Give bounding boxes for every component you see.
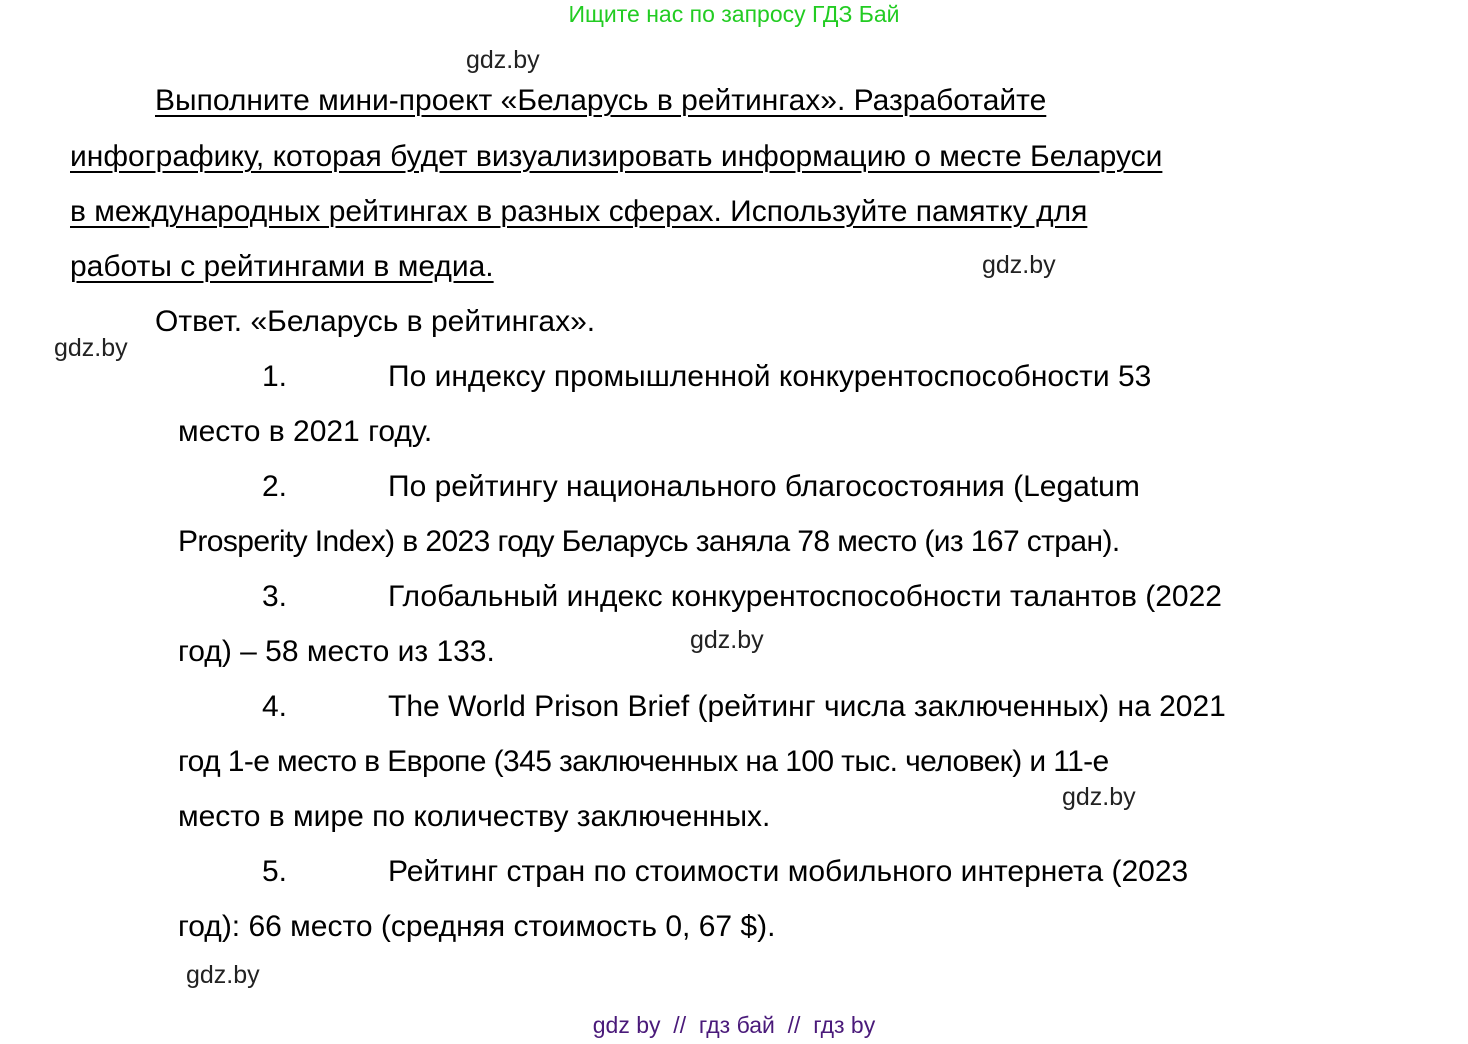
item-number: 3. bbox=[262, 580, 288, 613]
watermark: gdz.by bbox=[1062, 783, 1136, 811]
item-line: The World Prison Brief (рейтинг числа заключенных) на 2021 bbox=[388, 690, 1226, 723]
item-number: 4. bbox=[262, 690, 288, 723]
task-line: Выполните мини-проект «Беларусь в рейтингах». Разработайте bbox=[155, 84, 1047, 117]
item-line: По рейтингу национального благосостояния (Legatum bbox=[388, 470, 1140, 503]
item-line: Рейтинг стран по стоимости мобильного интернета (2023 bbox=[388, 855, 1189, 888]
task-line: работы с рейтингами в медиа. bbox=[70, 250, 494, 283]
watermark: gdz.by bbox=[54, 334, 128, 362]
footer-banner: gdz by // гдз бай // гдз by bbox=[592, 1012, 876, 1038]
watermark: gdz.by bbox=[690, 626, 764, 654]
watermark: gdz.by bbox=[982, 251, 1056, 279]
watermark: gdz.by bbox=[466, 46, 540, 74]
task-line: инфографику, которая будет визуализировать информацию о месте Беларуси bbox=[70, 140, 1163, 173]
item-line: По индексу промышленной конкурентоспособности 53 bbox=[388, 360, 1152, 393]
item-line: год) – 58 место из 133. bbox=[178, 635, 495, 668]
item-line: год 1-е место в Европе (345 заключенных на 100 тыс. человек) и 11-е bbox=[178, 745, 1109, 778]
answer-title: Ответ. «Беларусь в рейтингах». bbox=[155, 305, 596, 338]
item-line: место в 2021 году. bbox=[178, 415, 433, 448]
item-number: 1. bbox=[262, 360, 288, 393]
item-line: Глобальный индекс конкурентоспособности талантов (2022 bbox=[388, 580, 1222, 613]
item-number: 2. bbox=[262, 470, 288, 503]
item-line: Prosperity Index) в 2023 году Беларусь заняла 78 место (из 167 стран). bbox=[178, 525, 1120, 558]
task-line: в международных рейтингах в разных сферах. Используйте памятку для bbox=[70, 195, 1088, 228]
item-line: год): 66 место (средняя стоимость 0, 67 $). bbox=[178, 910, 776, 943]
item-number: 5. bbox=[262, 855, 288, 888]
watermark: gdz.by bbox=[186, 961, 260, 989]
search-hint-banner: Ищите нас по запросу ГДЗ Бай bbox=[568, 1, 900, 27]
item-line: место в мире по количеству заключенных. bbox=[178, 800, 771, 833]
